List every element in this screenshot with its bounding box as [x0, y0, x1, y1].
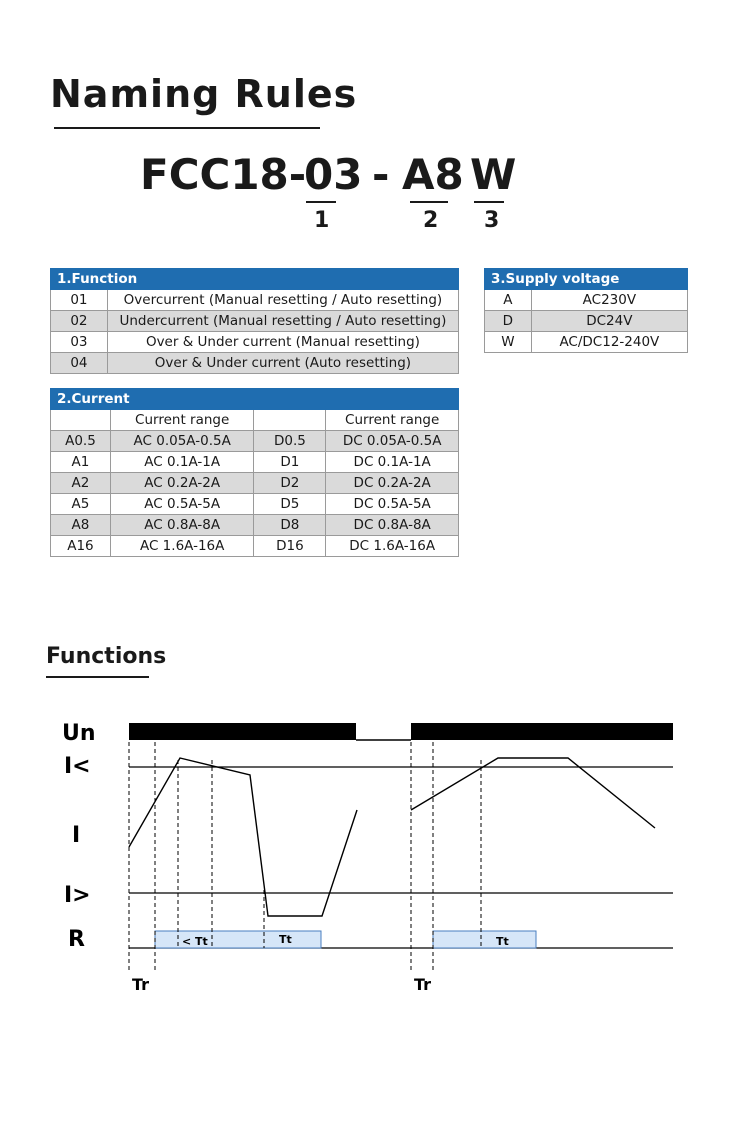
ac-code: A8 [51, 515, 111, 536]
ac-range: AC 0.5A-5A [110, 494, 254, 515]
function-code: 02 [51, 311, 108, 332]
supply-bar [411, 723, 673, 740]
label-i-over: I> [64, 883, 91, 908]
supply-code: A [485, 290, 532, 311]
page-title: Naming Rules [50, 72, 358, 116]
current-waveform [411, 758, 655, 828]
label-i: I [72, 823, 81, 848]
dc-range: DC 0.8A-8A [326, 515, 459, 536]
ac-code: A5 [51, 494, 111, 515]
relay-pulse [433, 931, 536, 948]
supply-desc: AC/DC12-240V [531, 332, 687, 353]
supply-desc: DC24V [531, 311, 687, 332]
dc-code: D5 [254, 494, 326, 515]
function-desc: Over & Under current (Auto resetting) [107, 353, 458, 374]
model-supply-code: W [470, 150, 517, 199]
tr-label: Tr [414, 975, 432, 994]
dc-range: DC 0.2A-2A [326, 473, 459, 494]
label-un: Un [62, 721, 96, 746]
ac-code: A0.5 [51, 431, 111, 452]
supply-code: D [485, 311, 532, 332]
dc-code: D0.5 [254, 431, 326, 452]
ac-range: AC 0.8A-8A [110, 515, 254, 536]
ac-range: AC 1.6A-16A [110, 536, 254, 557]
ac-range: AC 0.2A-2A [110, 473, 254, 494]
dc-code: D2 [254, 473, 326, 494]
marker-2: 2 [423, 208, 439, 233]
model-prefix: FCC18- [140, 150, 307, 199]
supply-code: W [485, 332, 532, 353]
dc-range-header: Current range [326, 410, 459, 431]
model-current-code: A8 [402, 150, 464, 199]
ac-range: AC 0.05A-0.5A [110, 431, 254, 452]
function-code: 03 [51, 332, 108, 353]
marker-3: 3 [484, 208, 500, 233]
dc-range: DC 1.6A-16A [326, 536, 459, 557]
ac-code: A2 [51, 473, 111, 494]
label-r: R [68, 927, 85, 952]
supply-table-header: 3.Supply voltage [485, 269, 688, 290]
function-desc: Over & Under current (Manual resetting) [107, 332, 458, 353]
function-desc: Undercurrent (Manual resetting / Auto resetting) [107, 311, 458, 332]
dc-code: D1 [254, 452, 326, 473]
supply-bar [129, 723, 356, 740]
ac-code: A16 [51, 536, 111, 557]
dc-range: DC 0.5A-5A [326, 494, 459, 515]
tr-label: Tr [132, 975, 150, 994]
function-table-header: 1.Function [51, 269, 459, 290]
dc-code: D16 [254, 536, 326, 557]
dc-range: DC 0.05A-0.5A [326, 431, 459, 452]
relay-label: Tt [279, 933, 292, 946]
relay-label: < Tt [182, 935, 208, 948]
dc-range: DC 0.1A-1A [326, 452, 459, 473]
function-code: 01 [51, 290, 108, 311]
functions-title: Functions [46, 644, 167, 669]
relay-pulse [155, 931, 321, 948]
model-separator: - [372, 150, 390, 199]
ac-range: AC 0.1A-1A [110, 452, 254, 473]
ac-range-header: Current range [110, 410, 254, 431]
current-waveform [129, 758, 357, 916]
function-code: 04 [51, 353, 108, 374]
function-desc: Overcurrent (Manual resetting / Auto resetting) [107, 290, 458, 311]
label-i-under: I< [64, 754, 91, 779]
model-function-code: 03 [304, 150, 363, 199]
marker-1: 1 [314, 208, 330, 233]
supply-desc: AC230V [531, 290, 687, 311]
dc-code: D8 [254, 515, 326, 536]
ac-code: A1 [51, 452, 111, 473]
relay-label: Tt [496, 935, 509, 948]
current-table-header: 2.Current [51, 389, 459, 410]
